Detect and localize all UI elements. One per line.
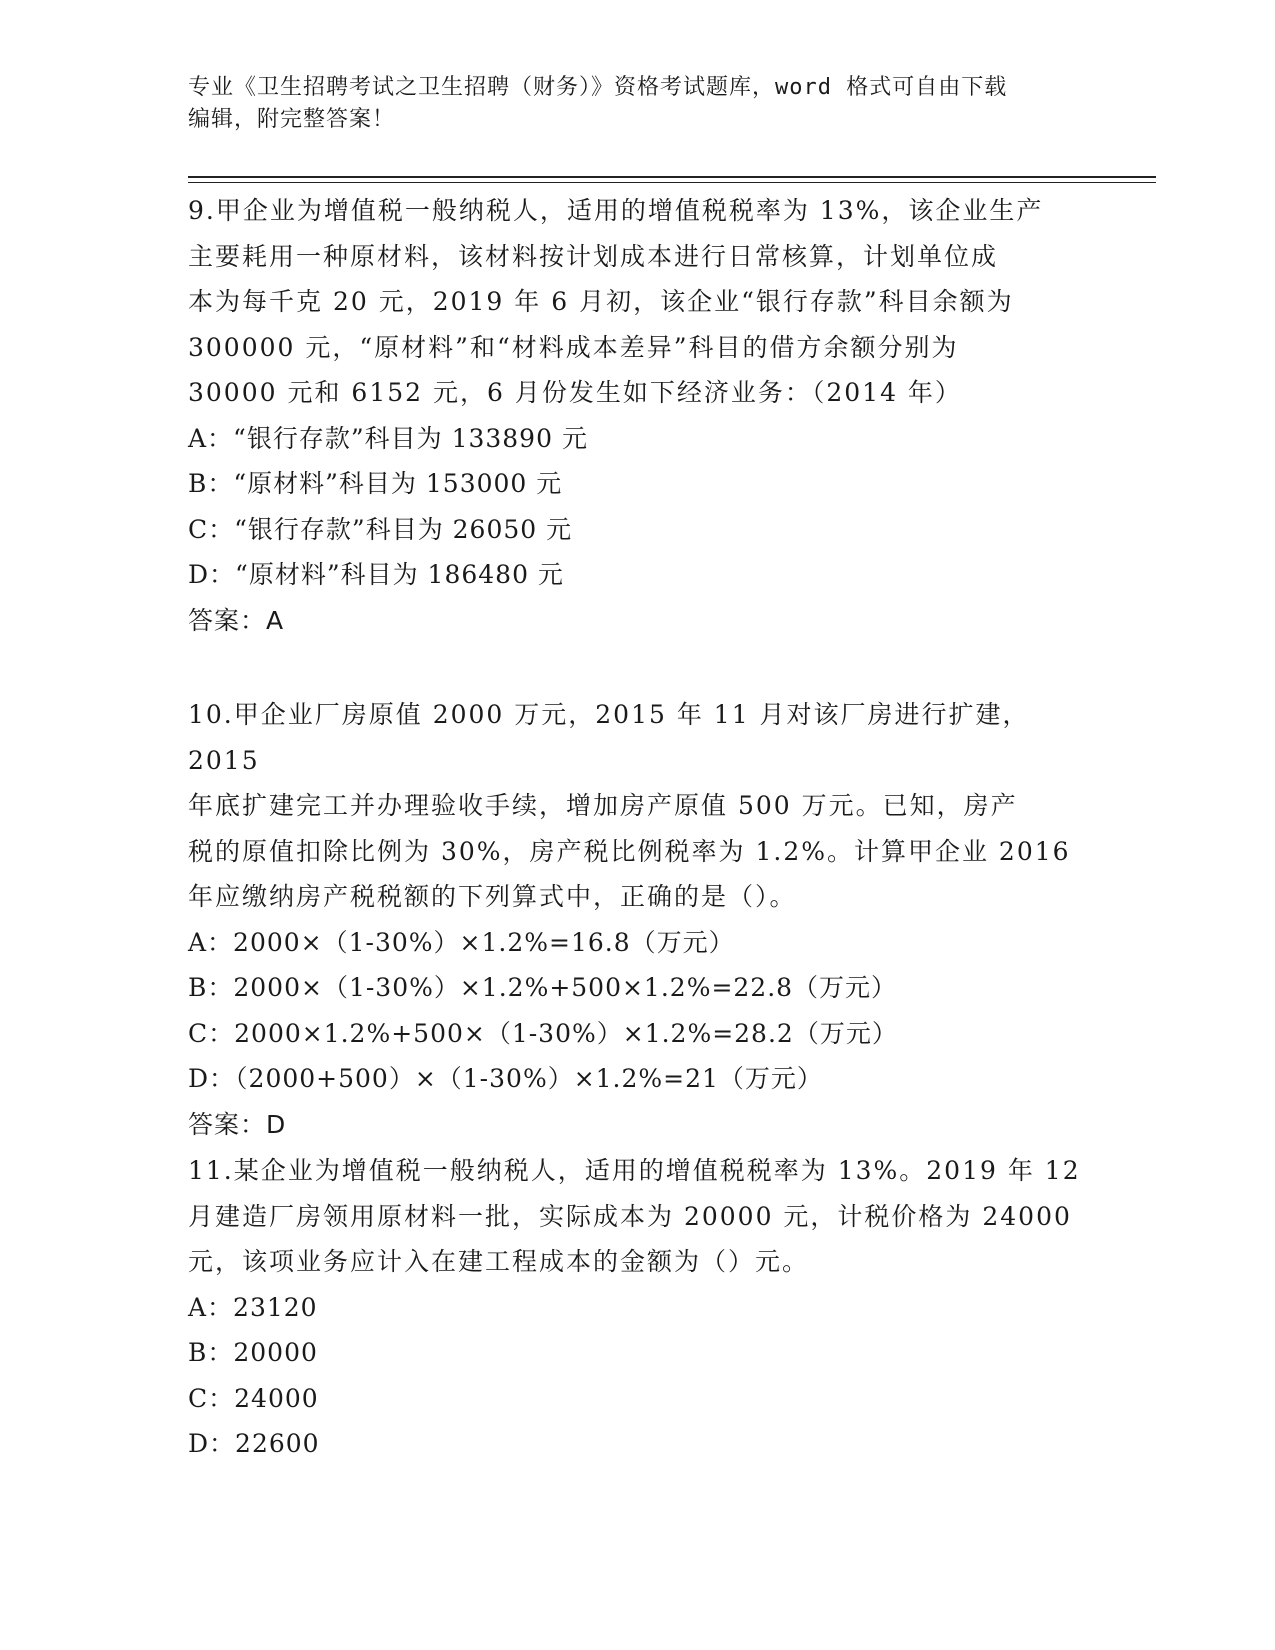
option-d: D：“原材料”科目为 186480 元 bbox=[188, 560, 564, 589]
stem-line: 年底扩建完工并办理验收手续，增加房产原值 500 万元。已知，房产 bbox=[188, 791, 1018, 820]
option-d: D：（2000+500）×（1-30%）×1.2%=21（万元） bbox=[188, 1064, 823, 1093]
option-c: C：“银行存款”科目为 26050 元 bbox=[188, 514, 573, 544]
option-a: A：“银行存款”科目为 133890 元 bbox=[188, 423, 588, 453]
option-c: C：24000 bbox=[188, 1383, 319, 1413]
header-divider-thick bbox=[188, 176, 1156, 178]
answer-label: 答案：D bbox=[188, 1109, 287, 1139]
stem-line: 年应缴纳房产税税额的下列算式中，正确的是（）。 bbox=[188, 882, 797, 911]
answer-label: 答案：A bbox=[188, 605, 285, 635]
stem-line: 30000 元和 6152 元，6 月份发生如下经济业务：（2014 年） bbox=[188, 378, 962, 407]
document-header bbox=[188, 72, 1088, 136]
stem-line: 月建造厂房领用原材料一批，实际成本为 20000 元，计税价格为 24000 bbox=[188, 1201, 1072, 1231]
option-a: A：23120 bbox=[188, 1292, 318, 1322]
stem-line: 11.某企业为增值税一般纳税人，适用的增值税税率为 13%。2019 年 12 bbox=[188, 1156, 1081, 1185]
option-b: B：20000 bbox=[188, 1338, 318, 1367]
option-a: A：2000×（1-30%）×1.2%=16.8（万元） bbox=[188, 927, 735, 957]
option-d: D：22600 bbox=[188, 1429, 320, 1458]
question-11 bbox=[188, 1148, 1088, 1467]
question-10 bbox=[188, 692, 1088, 1147]
stem-line: 元，该项业务应计入在建工程成本的金额为（）元。 bbox=[188, 1247, 810, 1276]
question-9 bbox=[188, 188, 1088, 643]
question-stem bbox=[188, 692, 1088, 920]
stem-line: 300000 元，“原材料”和“材料成本差异”科目的借方余额分别为 bbox=[188, 332, 959, 362]
question-stem bbox=[188, 1148, 1088, 1285]
stem-line: 10.甲企业厂房原值 2000 万元，2015 年 11 月对该厂房进行扩建，2015 bbox=[188, 700, 1030, 775]
option-b: B：2000×（1-30%）×1.2%+500×1.2%=22.8（万元） bbox=[188, 973, 898, 1002]
option-c: C：2000×1.2%+500×（1-30%）×1.2%=28.2（万元） bbox=[188, 1018, 898, 1048]
stem-line: 主要耗用一种原材料，该材料按计划成本进行日常核算，计划单位成 bbox=[188, 241, 999, 271]
option-b: B：“原材料”科目为 153000 元 bbox=[188, 469, 563, 498]
question-stem bbox=[188, 188, 1088, 416]
stem-line: 税的原值扣除比例为 30%，房产税比例税率为 1.2%。计算甲企业 2016 bbox=[188, 836, 1071, 866]
stem-line: 9.甲企业为增值税一般纳税人，适用的增值税税率为 13%，该企业生产 bbox=[188, 196, 1044, 225]
stem-line: 本为每千克 20 元，2019 年 6 月初，该企业“银行存款”科目余额为 bbox=[188, 287, 1014, 316]
header-line-1: 专业《卫生招聘考试之卫生招聘（财务）》资格考试题库，word 格式可自由下载 bbox=[188, 75, 1008, 100]
header-divider-thin bbox=[188, 182, 1156, 183]
header-line-2: 编辑，附完整答案！ bbox=[188, 107, 396, 132]
